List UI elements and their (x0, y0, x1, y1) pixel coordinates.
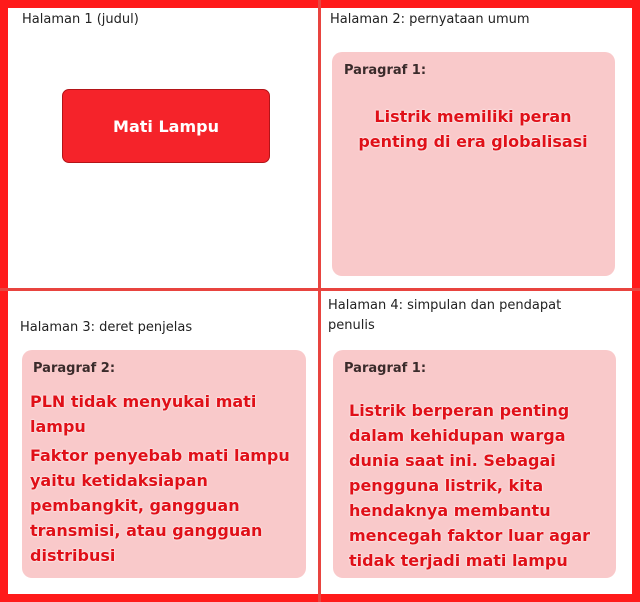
page3-paragraph-label: Paragraf 2: (33, 361, 116, 376)
text-line: PLN tidak menyukai mati (30, 392, 257, 411)
text-line: hendaknya membantu (349, 501, 551, 520)
page2-paragraph-text (338, 104, 608, 154)
page3-label: Halaman 3: deret penjelas (20, 320, 193, 335)
page4-label-line: Halaman 4: simpulan dan pendapat (328, 298, 562, 313)
page3-item2-text (30, 443, 320, 568)
title-button (62, 89, 270, 163)
page3-item1-text (30, 389, 320, 439)
text-line: Listrik berperan penting (349, 401, 570, 420)
text-line: pengguna listrik, kita (349, 476, 544, 495)
text-line: Listrik memiliki peran (374, 107, 572, 126)
text-line: lampu (30, 417, 86, 436)
text-line: pembangkit, gangguan (30, 496, 240, 515)
text-line: dalam kehidupan warga (349, 426, 566, 445)
text-line: Faktor penyebab mati lampu (30, 446, 290, 465)
page2-paragraph-label: Paragraf 1: (344, 63, 427, 78)
text-line: yaitu ketidaksiapan (30, 471, 208, 490)
text-line: distribusi (30, 546, 116, 565)
horizontal-divider (0, 288, 640, 291)
page2-paragraph-box (332, 52, 615, 276)
page4-paragraph-label: Paragraf 1: (344, 361, 427, 376)
text-line: transmisi, atau gangguan (30, 521, 263, 540)
title-button-label: Mati Lampu (113, 116, 219, 136)
text-line: mencegah faktor luar agar (349, 526, 591, 545)
text-line: penting di era globalisasi (358, 132, 588, 151)
text-line: dunia saat ini. Sebagai (349, 451, 556, 470)
text-line: tidak terjadi mati lampu (349, 551, 568, 570)
page4-paragraph-text (349, 398, 611, 573)
page1-label: Halaman 1 (judul) (22, 12, 139, 27)
page4-label (328, 296, 561, 336)
page4-label-line: penulis (328, 318, 375, 333)
page2-label: Halaman 2: pernyataan umum (330, 12, 530, 27)
